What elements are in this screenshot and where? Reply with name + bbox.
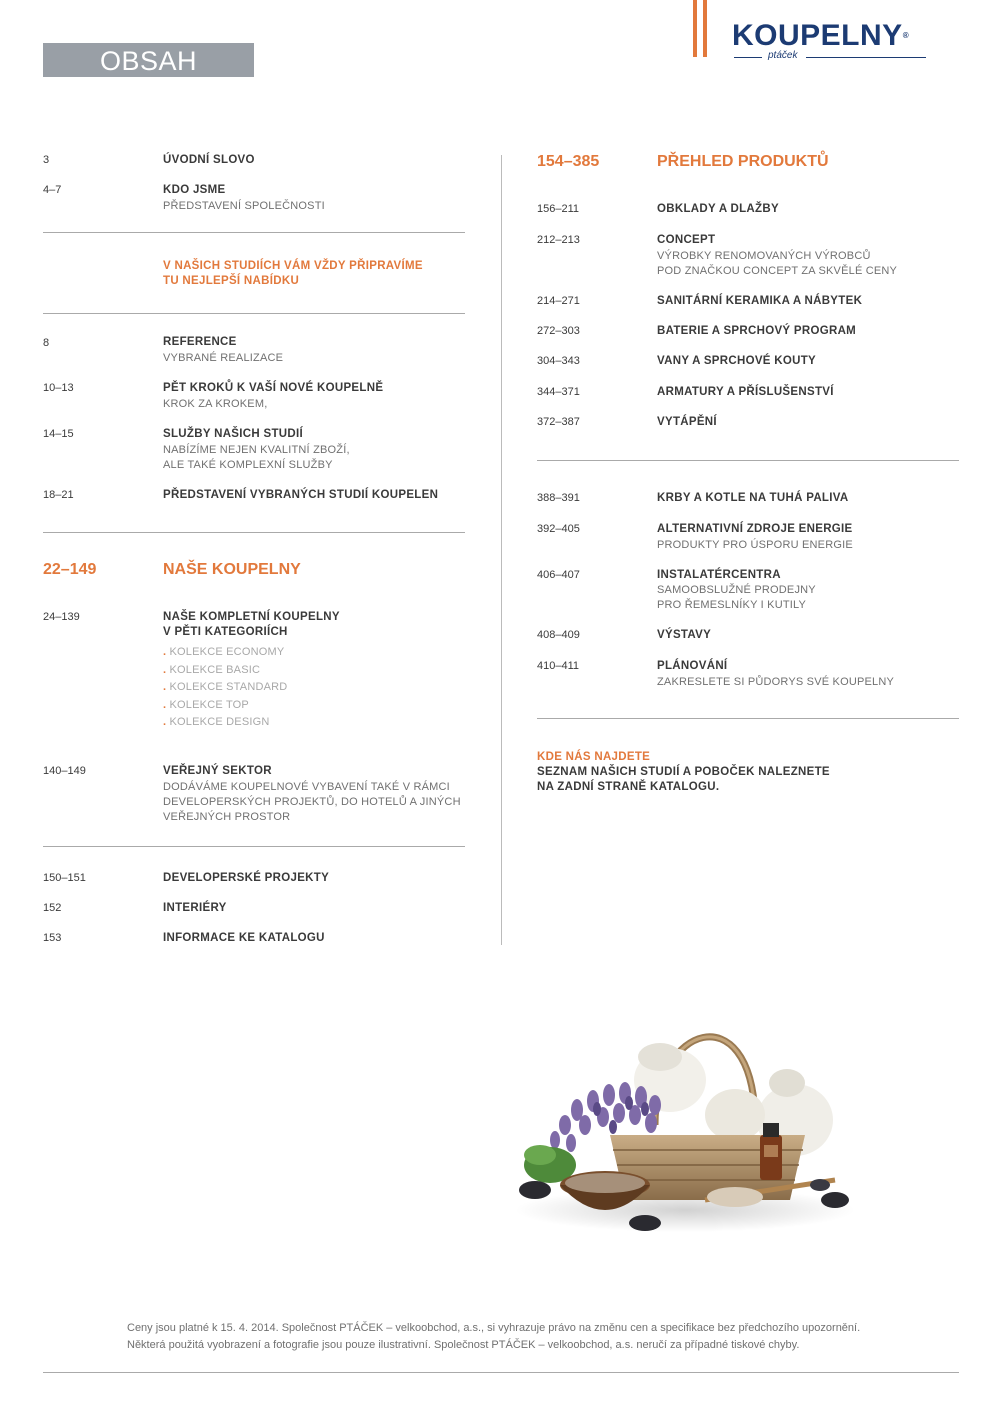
collection-label: KOLEKCE DESIGN (169, 716, 270, 728)
logo-accent-bar (693, 0, 697, 57)
toc-entry-subtitle: NABÍZÍME NEJEN KVALITNÍ ZBOŽÍ, (163, 444, 350, 456)
footer-divider (43, 1372, 959, 1373)
section-page-range: 154–385 (537, 153, 600, 170)
toc-entry-title: REFERENCE (163, 336, 237, 348)
toc-page-number: 3 (43, 154, 50, 166)
collection-item: . KOLEKCE TOP (163, 698, 249, 711)
toc-entry-title: PĚT KROKŮ K VAŠÍ NOVÉ KOUPELNĚ (163, 382, 384, 394)
collection-item: . KOLEKCE DESIGN (163, 716, 270, 728)
logo-text: KOUPELNY (732, 19, 903, 52)
toc-page-number: 406–407 (537, 569, 580, 581)
spa-basket-image (505, 1005, 865, 1245)
toc-page-number: 4–7 (43, 184, 62, 196)
column-divider (501, 155, 502, 945)
collection-list (163, 644, 287, 732)
collection-label: KOLEKCE BASIC (169, 663, 261, 676)
toc-entry-subtitle: PRODUKTY PRO ÚSPORU ENERGIE (657, 539, 853, 551)
section-title: NAŠE KOUPELNY (163, 561, 301, 578)
brand-logo (732, 18, 942, 68)
toc-entry-subtitle: VYBRANÉ REALIZACE (163, 352, 284, 364)
toc-page-number: 344–371 (537, 386, 580, 398)
toc-page-number: 408–409 (537, 629, 580, 641)
toc-page-number: 152 (43, 902, 62, 914)
toc-page-number: 272–303 (537, 325, 580, 337)
logo-subline (734, 51, 934, 63)
divider (43, 846, 465, 847)
toc-entry-title: BATERIE A SPRCHOVÝ PROGRAM (657, 325, 857, 337)
logo-accent-bar (703, 0, 707, 57)
toc-entry-title: VANY A SPRCHOVÉ KOUTY (657, 355, 817, 367)
toc-page-number: 304–343 (537, 355, 580, 367)
toc-entry-subtitle: DEVELOPERSKÝCH PROJEKTŮ, DO HOTELŮ A JINÝCH (163, 796, 461, 808)
toc-entry-title: KDO JSME (163, 184, 226, 196)
toc-page-number: 153 (43, 932, 62, 944)
toc-page-number: 14–15 (43, 428, 74, 440)
toc-entry-title: INFORMACE KE KATALOGU (163, 932, 325, 944)
toc-entry-subtitle: POD ZNAČKOU CONCEPT ZA SKVĚLÉ CENY (657, 265, 898, 277)
section-title: PŘEHLED PRODUKTŮ (657, 153, 829, 170)
divider (43, 232, 465, 233)
toc-page-number: 150–151 (43, 872, 86, 884)
logo-sub-text: ptáček (768, 50, 798, 61)
toc-page-number: 214–271 (537, 295, 580, 307)
toc-page-number: 392–405 (537, 523, 580, 535)
page-title: OBSAH (43, 43, 254, 77)
toc-page-number: 10–13 (43, 382, 74, 394)
collection-label: KOLEKCE ECONOMY (169, 646, 285, 658)
toc-page-number: 8 (43, 337, 50, 349)
toc-page-number: 372–387 (537, 416, 580, 428)
collection-item: . KOLEKCE ECONOMY (163, 646, 285, 658)
collection-item: . KOLEKCE STANDARD (163, 681, 288, 693)
toc-entry-title: PLÁNOVÁNÍ (657, 660, 728, 672)
collection-label: KOLEKCE TOP (169, 698, 249, 711)
toc-entry-subtitle: PRO ŘEMESLNÍKY I KUTILY (657, 599, 807, 611)
section-page-range: 22–149 (43, 561, 97, 578)
toc-entry-title: VÝSTAVY (657, 629, 712, 641)
divider (537, 718, 959, 719)
footer-note: Některá použitá vyobrazení a fotografie jsou pouze ilustrativní. Společnost PTÁČEK – velkoobchod, a.s. neručí za případné tiskové chyby. (127, 1339, 800, 1351)
toc-entry-title: SANITÁRNÍ KERAMIKA A NÁBYTEK (657, 295, 863, 307)
toc-entry-subtitle: ALE TAKÉ KOMPLEXNÍ SLUŽBY (163, 459, 333, 471)
toc-page-number: 212–213 (537, 234, 580, 246)
toc-entry-title: CONCEPT (657, 234, 716, 246)
toc-entry-title: SLUŽBY NAŠICH STUDIÍ (163, 428, 303, 440)
toc-entry-subtitle: DODÁVÁME KOUPELNOVÉ VYBAVENÍ TAKÉ V RÁMCI (163, 781, 450, 793)
toc-entry-subtitle: VÝROBKY RENOMOVANÝCH VÝROBCŮ (657, 250, 871, 262)
promo-line: V NAŠICH STUDIÍCH VÁM VŽDY PŘIPRAVÍME (163, 260, 423, 272)
toc-page-number: 156–211 (537, 203, 580, 215)
find-us-text: NA ZADNÍ STRANĚ KATALOGU. (537, 781, 720, 793)
toc-page-number: 388–391 (537, 492, 580, 504)
toc-entry-subtitle: VEŘEJNÝCH PROSTOR (163, 811, 291, 823)
divider (537, 460, 959, 461)
toc-page-number: 140–149 (43, 765, 86, 777)
toc-entry-title: INSTALATÉRCENTRA (657, 569, 781, 581)
toc-entry-title: VEŘEJNÝ SEKTOR (163, 765, 272, 777)
toc-entry-subtitle: ZAKRESLETE SI PŮDORYS SVÉ KOUPELNY (657, 676, 895, 688)
toc-page-number: 24–139 (43, 611, 80, 623)
toc-entry-title: NAŠE KOMPLETNÍ KOUPELNY (163, 611, 340, 623)
divider (43, 532, 465, 533)
find-us-title: KDE NÁS NAJDETE (537, 751, 651, 763)
toc-entry-subtitle: PŘEDSTAVENÍ SPOLEČNOSTI (163, 200, 325, 212)
collection-label: KOLEKCE STANDARD (169, 681, 288, 693)
find-us-text: SEZNAM NAŠICH STUDIÍ A POBOČEK NALEZNETE (537, 766, 830, 778)
toc-entry-title: VYTÁPĚNÍ (657, 416, 717, 428)
toc-entry-title: INTERIÉRY (163, 902, 227, 914)
toc-entry-title: PŘEDSTAVENÍ VYBRANÝCH STUDIÍ KOUPELEN (163, 489, 439, 501)
toc-entry-subtitle: SAMOOBSLUŽNÉ PRODEJNY (657, 584, 816, 596)
toc-entry-title-line2: V PĚTI KATEGORIÍCH (163, 626, 288, 638)
toc-entry-title: OBKLADY A DLAŽBY (657, 203, 779, 215)
toc-page-number: 410–411 (537, 660, 580, 672)
toc-entry-title: KRBY A KOTLE NA TUHÁ PALIVA (657, 492, 849, 504)
toc-entry-title: DEVELOPERSKÉ PROJEKTY (163, 872, 330, 884)
footer-note: Ceny jsou platné k 15. 4. 2014. Společnost PTÁČEK – velkoobchod, a.s., si vyhrazuje právo na změnu cen a specifikace bez předchozího upozornění. (127, 1322, 861, 1334)
divider (43, 313, 465, 314)
collection-item: . KOLEKCE BASIC (163, 663, 261, 676)
promo-line: TU NEJLEPŠÍ NABÍDKU (163, 275, 300, 287)
toc-entry-title: ALTERNATIVNÍ ZDROJE ENERGIE (657, 523, 853, 535)
toc-entry-title: ARMATURY A PŘÍSLUŠENSTVÍ (657, 386, 834, 398)
registered-mark: ® (902, 31, 910, 40)
toc-entry-title: ÚVODNÍ SLOVO (163, 154, 255, 166)
toc-entry-subtitle: KROK ZA KROKEM, (163, 398, 268, 410)
toc-page-number: 18–21 (43, 489, 74, 501)
